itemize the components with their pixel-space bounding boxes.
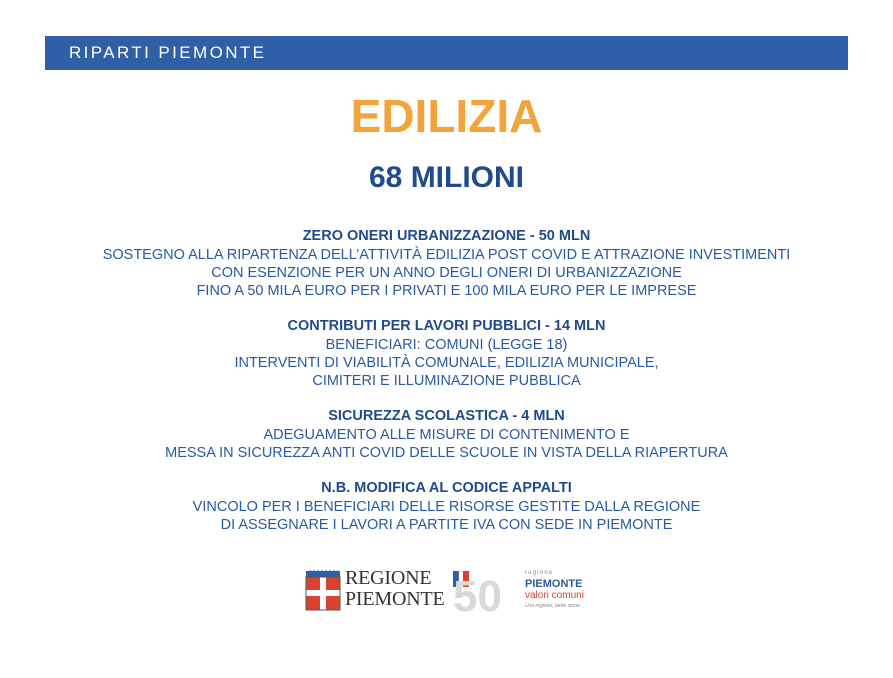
anniv-sub-label: valori comuni	[525, 590, 584, 601]
banner-label: RIPARTI PIEMONTE	[69, 43, 267, 62]
section-line: DI ASSEGNARE I LAVORI A PARTITE IVA CON SEDE IN PIEMONTE	[220, 517, 673, 533]
content-sections	[0, 227, 893, 551]
regione-line1: REGIONE	[345, 567, 432, 589]
anniv-tagline: Una regione, tante storie	[525, 603, 580, 609]
section-line: INTERVENTI DI VIABILITÀ COMUNALE, EDILIZIA MUNICIPALE,	[234, 355, 659, 371]
fifty-anniversary-icon	[451, 567, 523, 613]
section-line: CIMITERI E ILLUMINAZIONE PUBBLICA	[312, 373, 581, 389]
section-heading: N.B. MODIFICA AL CODICE APPALTI	[321, 480, 572, 496]
section-line: VINCOLO PER I BENEFICIARI DELLE RISORSE GESTITE DALLA REGIONE	[192, 499, 701, 515]
regione-line2: PIEMONTE	[345, 588, 445, 610]
section-heading: ZERO ONERI URBANIZZAZIONE - 50 MLN	[302, 228, 591, 244]
anniv-small-label: regione	[525, 570, 554, 576]
coat-of-arms-icon	[305, 569, 341, 611]
section-contributi	[0, 317, 893, 390]
section-sicurezza	[0, 407, 893, 462]
section-line: BENEFICIARI: COMUNI (LEGGE 18)	[325, 337, 568, 353]
section-line: FINO A 50 MILA EURO PER I PRIVATI E 100 MILA EURO PER LE IMPRESE	[196, 283, 697, 299]
header-banner	[45, 36, 848, 70]
section-line: MESSA IN SICUREZZA ANTI COVID DELLE SCUOLE IN VISTA DELLA RIAPERTURA	[165, 445, 728, 461]
regione-piemonte-logo	[303, 567, 445, 613]
section-line: SOSTEGNO ALLA RIPARTENZA DELL’ATTIVITÀ EDILIZIA POST COVID E ATTRAZIONE INVESTIMENTI	[102, 247, 791, 263]
section-codice-appalti	[0, 479, 893, 534]
page-subtitle: 68 MILIONI	[368, 161, 525, 194]
section-line: CON ESENZIONE PER UN ANNO DEGLI ONERI DI URBANIZZAZIONE	[211, 265, 682, 281]
regione-name	[345, 568, 445, 610]
section-zero-oneri	[0, 227, 893, 300]
section-line: ADEGUAMENTO ALLE MISURE DI CONTENIMENTO E	[263, 427, 630, 443]
section-heading: SICUREZZA SCOLASTICA - 4 MLN	[328, 408, 565, 424]
svg-text:50: 50	[453, 572, 502, 613]
piemonte-valori-comuni-logo	[451, 567, 621, 615]
section-heading: CONTRIBUTI PER LAVORI PUBBLICI - 14 MLN	[287, 318, 606, 334]
footer-logos	[303, 567, 603, 615]
anniv-main-label: PIEMONTE	[525, 578, 583, 590]
page-title: EDILIZIA	[350, 90, 543, 142]
